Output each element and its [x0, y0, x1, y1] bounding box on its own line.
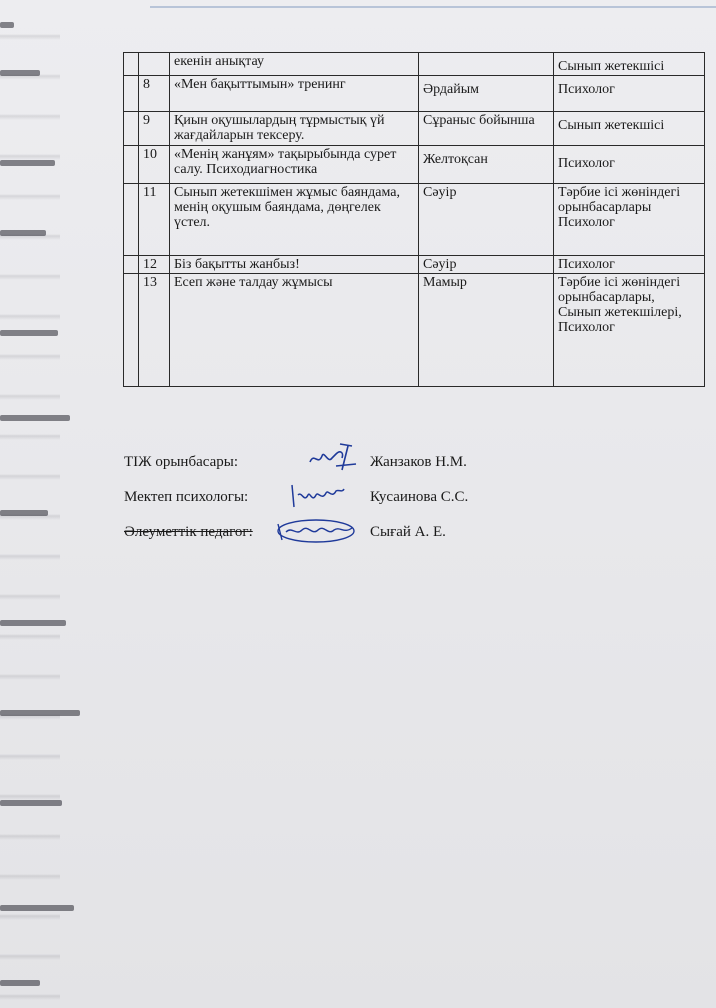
task-cell: Біз бақытты жанбыз! — [170, 256, 419, 274]
responsible-cell: Психолог — [554, 146, 705, 184]
signature-row — [124, 446, 644, 481]
task-cell: Сынып жетекшімен жұмыс баяндама, менің оқушым баяндама, дөңгелек үстел. — [170, 184, 419, 256]
table-row — [124, 274, 705, 387]
signature-row — [124, 516, 644, 551]
table-cell — [124, 184, 139, 256]
row-number: 13 — [139, 274, 170, 387]
responsible-cell: Тәрбие ісі жөніндегі орынбасарлары Психолог — [554, 184, 705, 256]
task-cell: «Менің жанұям» тақырыбында сурет салу. Психодиагностика — [170, 146, 419, 184]
scan-mark — [0, 620, 66, 626]
plan-table — [123, 52, 705, 387]
scan-mark — [0, 800, 62, 806]
row-number — [139, 53, 170, 76]
scan-mark — [0, 510, 48, 516]
responsible-cell: Тәрбие ісі жөніндегі орынбасарлары, Сынып жетекшілері, Психолог — [554, 274, 705, 387]
task-cell: екенін анықтау — [170, 53, 419, 76]
table-row — [124, 76, 705, 112]
signature-row — [124, 481, 644, 516]
row-number: 9 — [139, 112, 170, 146]
table-row — [124, 146, 705, 184]
time-cell — [419, 53, 554, 76]
scan-mark — [0, 710, 80, 716]
time-cell: Желтоқсан — [419, 146, 554, 184]
time-cell: Сәуір — [419, 256, 554, 274]
row-number: 8 — [139, 76, 170, 112]
handwritten-signature — [274, 514, 362, 546]
table-cell — [124, 53, 139, 76]
table-row — [124, 53, 705, 76]
handwritten-signature — [288, 481, 348, 511]
responsible-cell: Сынып жетекшісі — [554, 53, 705, 76]
signature-role: Әлеуметтік педагог: — [124, 524, 253, 540]
row-number: 11 — [139, 184, 170, 256]
signature-block — [124, 446, 644, 551]
signature-name: Кусаинова С.С. — [370, 489, 469, 505]
scan-mark — [0, 905, 74, 911]
top-rule — [150, 6, 716, 8]
table-cell — [124, 76, 139, 112]
table-row — [124, 256, 705, 274]
table-cell — [124, 256, 139, 274]
responsible-cell: Сынып жетекшісі — [554, 112, 705, 146]
signature-name: Сығай А. Е. — [370, 524, 446, 540]
table-cell — [124, 274, 139, 387]
table-row — [124, 112, 705, 146]
responsible-cell: Психолог — [554, 256, 705, 274]
time-cell: Әрдайым — [419, 76, 554, 112]
table-cell — [124, 146, 139, 184]
table-cell — [124, 112, 139, 146]
responsible-cell: Психолог — [554, 76, 705, 112]
time-cell: Сәуір — [419, 184, 554, 256]
signature-role: ТІЖ орынбасары: — [124, 454, 238, 470]
table-row — [124, 184, 705, 256]
row-number: 10 — [139, 146, 170, 184]
scan-mark — [0, 330, 58, 336]
scan-mark — [0, 980, 40, 986]
scan-mark — [0, 70, 40, 76]
scan-mark — [0, 160, 55, 166]
task-cell: Қиын оқушылардың тұрмыстық үй жағдайларын тексеру. — [170, 112, 419, 146]
signature-name: Жанзаков Н.М. — [370, 454, 467, 470]
signature-role: Мектеп психологы: — [124, 489, 249, 505]
time-cell: Мамыр — [419, 274, 554, 387]
scan-mark — [0, 230, 46, 236]
task-cell: Есеп және талдау жұмысы — [170, 274, 419, 387]
scan-mark — [0, 22, 14, 28]
time-cell: Сұраныс бойынша — [419, 112, 554, 146]
scan-mark — [0, 415, 70, 421]
row-number: 12 — [139, 256, 170, 274]
handwritten-signature — [306, 440, 362, 474]
scan-artifact-left — [0, 0, 60, 1008]
task-cell: «Мен бақыттымын» тренинг — [170, 76, 419, 112]
